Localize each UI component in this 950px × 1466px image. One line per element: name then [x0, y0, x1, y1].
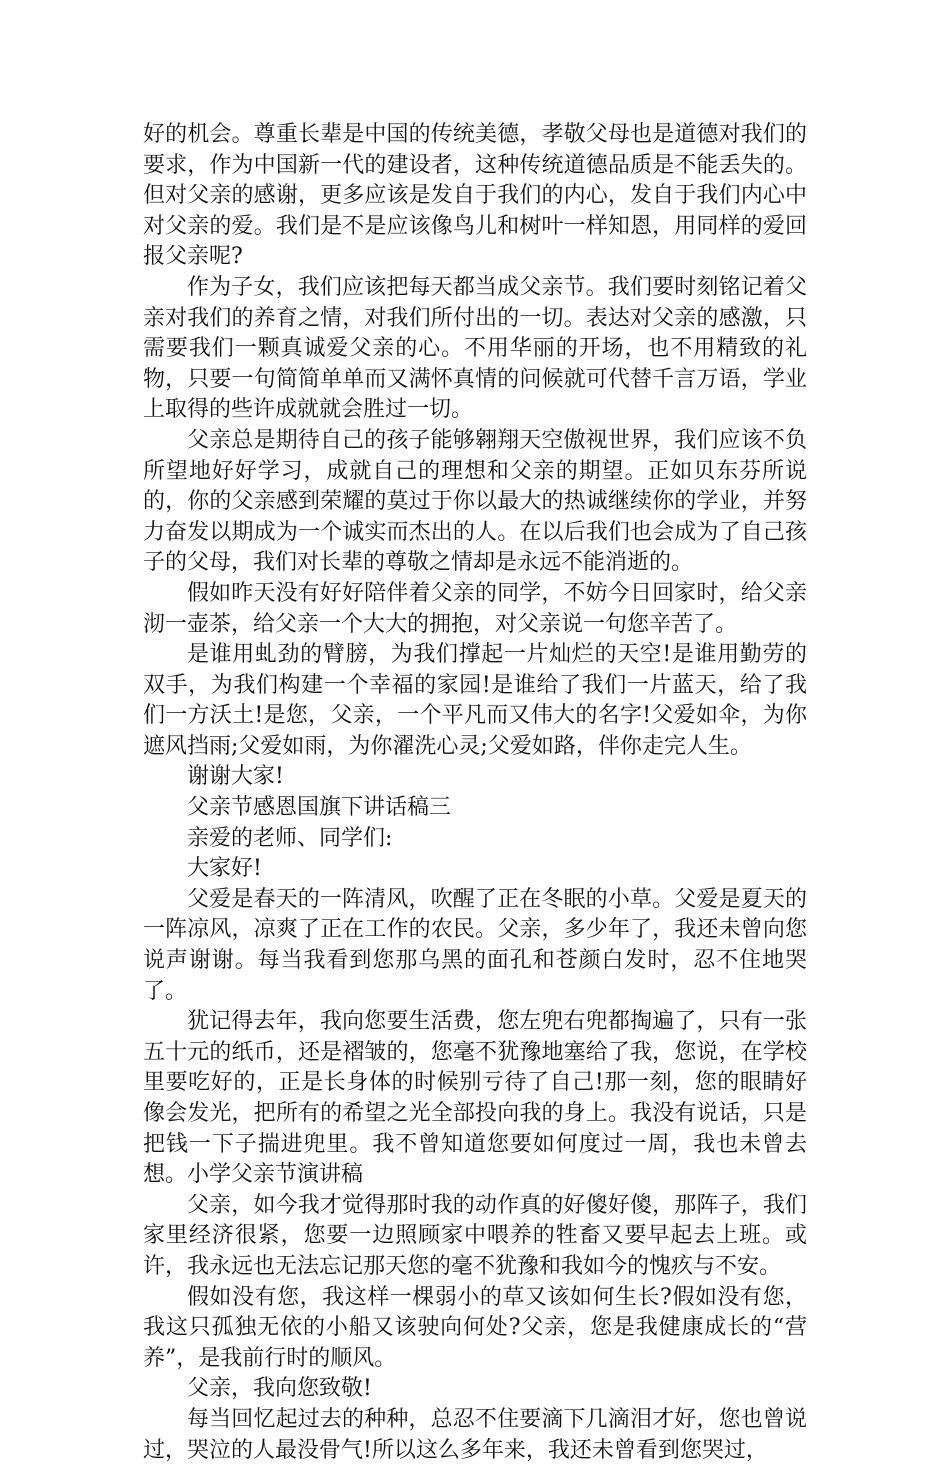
paragraph-5: 是谁用虬劲的臂膀，为我们撑起一片灿烂的天空!是谁用勤劳的双手，为我们构建一个幸福的家园!是谁给了我们一片蓝天，给了我们一方沃土!是您，父亲，一个平凡而又伟大的名字!父爱如伞，为你遮风挡雨;父爱如雨，为你濯洗心灵;父爱如路，伴你走完人生。: [143, 642, 807, 759]
paragraph-4: 假如昨天没有好好陪伴着父亲的同学，不妨今日回家时，给父亲沏一壶茶，给父亲一个大大的拥抱，对父亲说一句您辛苦了。: [143, 580, 807, 637]
closing-thanks: 谢谢大家!: [187, 764, 284, 790]
section-title: 父亲节感恩国旗下讲话稿三: [187, 795, 452, 821]
paragraph-14: 父亲，我向您致敬!: [187, 1376, 372, 1402]
salutation: 亲爱的老师、同学们:: [187, 825, 393, 851]
paragraph-10: 父爱是春天的一阵清风，吹醒了正在冬眠的小草。父爱是夏天的一阵凉风，凉爽了正在工作的农民。父亲，多少年了，我还未曾向您说声谢谢。每当我看到您那乌黑的面孔和苍颜白发时，忍不住地哭了。: [143, 886, 807, 1004]
paragraph-2: 作为子女，我们应该把每天都当成父亲节。我们要时刻铭记着父亲对我们的养育之情，对我们所付出的一切。表达对父亲的感激，只需要我们一颗真诚爱父亲的心。不用华丽的开场，也不用精致的礼物，只要一句简简单单而又满怀真情的问候就可代替千言万语，学业上取得的些许成就就会胜过一切。: [143, 274, 807, 423]
paragraph-12: 父亲，如今我才觉得那时我的动作真的好傻好傻，那阵子，我们家里经济很紧，您要一边照顾家中喂养的牲畜又要早起去上班。或许，我永远也无法忘记那天您的毫不犹豫和我如今的愧疚与不安。: [143, 1192, 807, 1279]
paragraph-11: 犹记得去年，我向您要生活费，您左兜右兜都掏遍了，只有一张五十元的纸币，还是褶皱的，您毫不犹豫地塞给了我，您说，在学校里要吃好的，正是长身体的时候别亏待了自己!那一刻，您的眼睛好像会发光，把所有的希望之光全部投向我的身上。我没有说话，只是把钱一下子揣进兜里。我不曾知道您要如何度过一周，我也未曾去想。小学父亲节演讲稿: [143, 1009, 807, 1188]
paragraph-13: 假如没有您，我这样一棵弱小的草又该如何生长?假如没有您，我这只孤独无依的小船又该驶向何处?父亲，您是我健康成长的“营养”，是我前行时的顺风。: [143, 1284, 807, 1371]
document-page: [143, 120, 807, 1466]
paragraph-1: 好的机会。尊重长辈是中国的传统美德，孝敬父母也是道德对我们的要求，作为中国新一代的建设者，这种传统道德品质是不能丢失的。但对父亲的感谢，更多应该是发自于我们的内心，发自于我们内心中对父亲的爱。我们是不是应该像鸟儿和树叶一样知恩，用同样的爱回报父亲呢?: [143, 122, 807, 270]
paragraph-3: 父亲总是期待自己的孩子能够翱翔天空傲视世界，我们应该不负所望地好好学习，成就自己的理想和父亲的期望。正如贝东芬所说的，你的父亲感到荣耀的莫过于你以最大的热诚继续你的学业，并努力奋发以期成为一个诚实而杰出的人。在以后我们也会成为了自己孩子的父母，我们对长辈的尊敬之情却是永远不能消逝的。: [143, 427, 807, 576]
paragraph-15: 每当回忆起过去的种种，总忍不住要滴下几滴泪才好，您也曾说过，哭泣的人最没骨气!所以这么多年来，我还未曾看到您哭过，: [143, 1406, 807, 1463]
greeting: 大家好!: [187, 856, 262, 882]
